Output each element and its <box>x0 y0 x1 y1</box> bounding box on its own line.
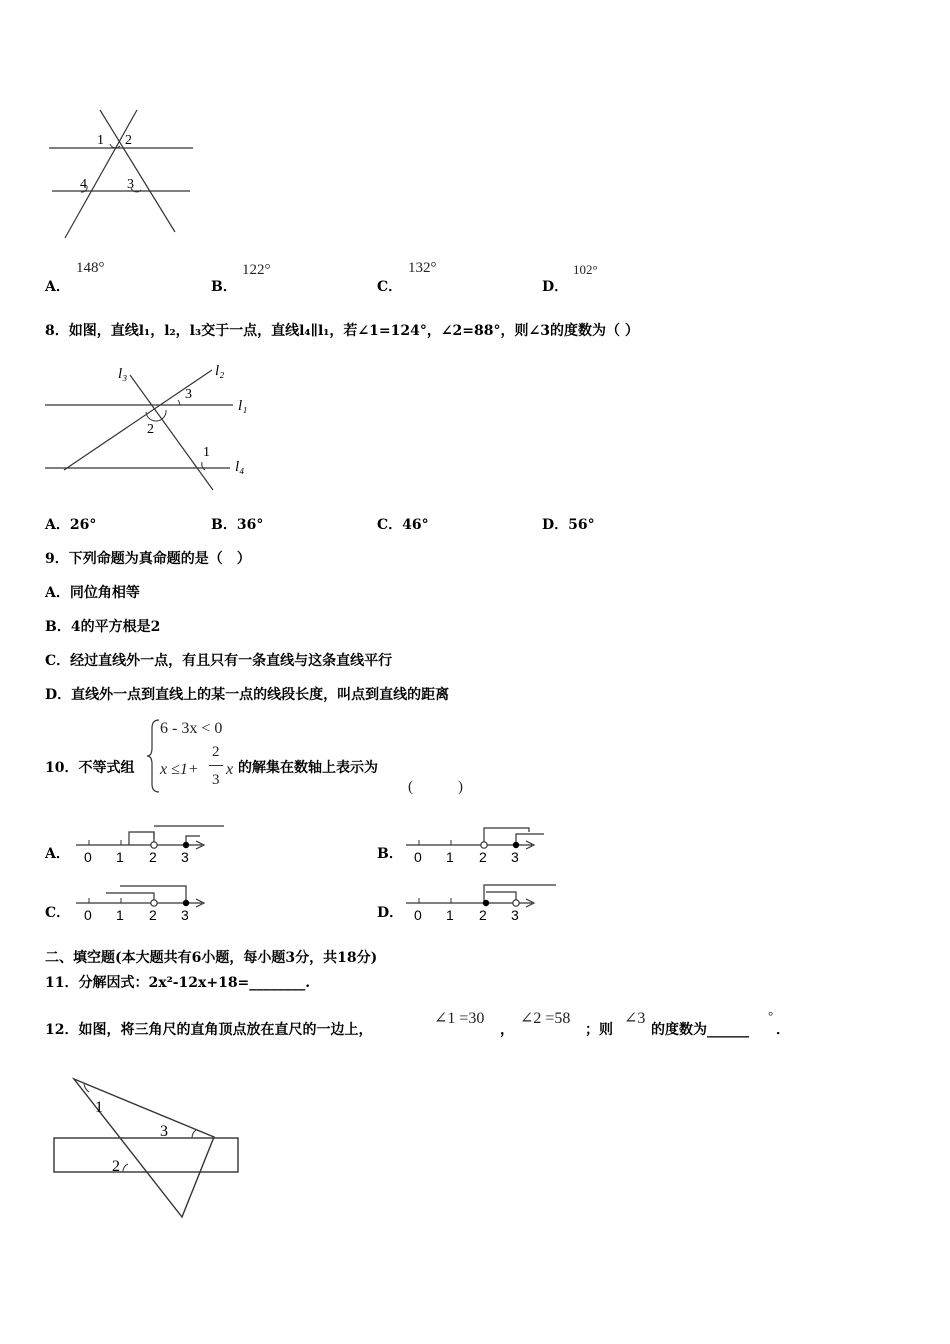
q10-option-d-numberline <box>402 878 562 928</box>
q7-option-b-value: 122° <box>242 262 271 278</box>
q8-label-l4: l₄ <box>235 459 245 475</box>
q7-label-2: 2 <box>125 133 132 148</box>
q10-c-tick-3: 3 <box>181 907 189 923</box>
q11-question: 11．分解因式：2x²-12x+18=________. <box>45 975 311 991</box>
q8-question: 8．如图，直线l₁，l₂，l₃交于一点，直线l₄∥l₁，若∠1=124°，∠2=88°，则∠3的度数为（ ） <box>45 323 639 339</box>
q8-option-a: A．26° <box>45 517 97 533</box>
q8-option-d: D．56° <box>542 517 595 533</box>
q9-option-c: C．经过直线外一点，有且只有一条直线与这条直线平行 <box>45 653 393 669</box>
q8-option-c: C．46° <box>377 517 429 533</box>
q10-d-tick-3: 3 <box>511 907 519 923</box>
q7-option-d-letter: D． <box>542 279 569 295</box>
q8-label-1: 1 <box>203 445 210 460</box>
q10-option-b-letter: B． <box>377 846 403 862</box>
q10-option-a-letter: A． <box>45 846 70 862</box>
q7-option-a-value: 148° <box>76 260 105 276</box>
q10-suffix: 的解集在数轴上表示为 <box>238 760 378 776</box>
q8-label-l1: l₁ <box>238 398 248 414</box>
q9-option-d: D．直线外一点到直线上的某一点的线段长度，叫点到直线的距离 <box>45 687 450 703</box>
q10-option-c-letter: C． <box>45 905 71 921</box>
q7-option-c-value: 132° <box>408 260 437 276</box>
q10-inequality-2-right: x <box>226 761 234 778</box>
q10-inequality-1: 6 - 3x < 0 <box>160 720 223 737</box>
q12-text-c: 的度数为______ <box>651 1022 749 1038</box>
q10-d-tick-2: 2 <box>479 907 487 923</box>
q10-option-b-numberline <box>402 820 562 870</box>
q7-figure <box>40 100 205 245</box>
q7-option-b-letter: B． <box>211 279 237 295</box>
q7-option-c-letter: C． <box>377 279 403 295</box>
q10-d-tick-1: 1 <box>446 907 454 923</box>
q10-fraction-numerator: 2 <box>212 744 220 760</box>
q10-b-tick-1: 1 <box>446 849 454 865</box>
q10-c-tick-1: 1 <box>116 907 124 923</box>
q10-b-tick-2: 2 <box>479 849 487 865</box>
q10-a-tick-1: 1 <box>116 849 124 865</box>
q7-label-4: 4 <box>80 177 87 192</box>
q10-b-tick-0: 0 <box>414 849 422 865</box>
q12-text-b: ；则 <box>585 1022 613 1038</box>
q8-label-3: 3 <box>185 387 192 402</box>
q12-angle-3: ∠3 <box>624 1010 646 1027</box>
q10-inequality-2-left: x ≤1+ <box>160 761 199 778</box>
q12-period: ． <box>776 1022 790 1038</box>
q9-option-a: A．同位角相等 <box>45 585 140 601</box>
q7-option-a-letter: A． <box>45 279 70 295</box>
q10-option-a-numberline <box>72 820 232 870</box>
q8-label-l2: l₂ <box>215 363 225 379</box>
q10-d-tick-0: 0 <box>414 907 422 923</box>
q10-c-tick-0: 0 <box>84 907 92 923</box>
q9-option-b: B．4的平方根是2 <box>45 619 161 635</box>
q10-a-tick-0: 0 <box>84 849 92 865</box>
q12-text-a: 12．如图，将三角尺的直角顶点放在直尺的一边上， <box>45 1022 373 1038</box>
q10-option-c-numberline <box>72 878 232 928</box>
q10-prefix: 10．不等式组 <box>45 760 135 776</box>
q12-comma: ， <box>500 1022 514 1038</box>
q10-b-tick-3: 3 <box>511 849 519 865</box>
q8-label-l3: l₃ <box>118 366 128 382</box>
q8-option-b: B．36° <box>211 517 264 533</box>
q10-fraction-bar <box>209 765 223 766</box>
q7-option-d-value: 102° <box>573 262 598 277</box>
q10-option-d-letter: D． <box>377 905 404 921</box>
q10-a-tick-2: 2 <box>149 849 157 865</box>
q12-figure <box>48 1070 248 1222</box>
q12-label-2: 2 <box>112 1158 120 1175</box>
q12-degree: ° <box>768 1008 774 1023</box>
q12-label-3: 3 <box>160 1123 168 1140</box>
q7-label-3: 3 <box>127 177 134 192</box>
q8-figure <box>40 358 270 493</box>
q12-angle-1: ∠1 =30 <box>434 1010 485 1027</box>
q9-question: 9．下列命题为真命题的是（ ） <box>45 551 251 567</box>
q10-fraction-denominator: 3 <box>212 772 220 788</box>
q10-a-tick-3: 3 <box>181 849 189 865</box>
q12-label-1: 1 <box>95 1099 103 1116</box>
q10-answer-paren: ( ) <box>408 779 463 795</box>
q8-label-2: 2 <box>147 422 154 437</box>
q10-c-tick-2: 2 <box>149 907 157 923</box>
q12-angle-2: ∠2 =58 <box>520 1010 571 1027</box>
section-2-heading: 二、填空题(本大题共有6小题，每小题3分，共18分) <box>45 950 378 966</box>
q7-label-1: 1 <box>97 133 104 148</box>
